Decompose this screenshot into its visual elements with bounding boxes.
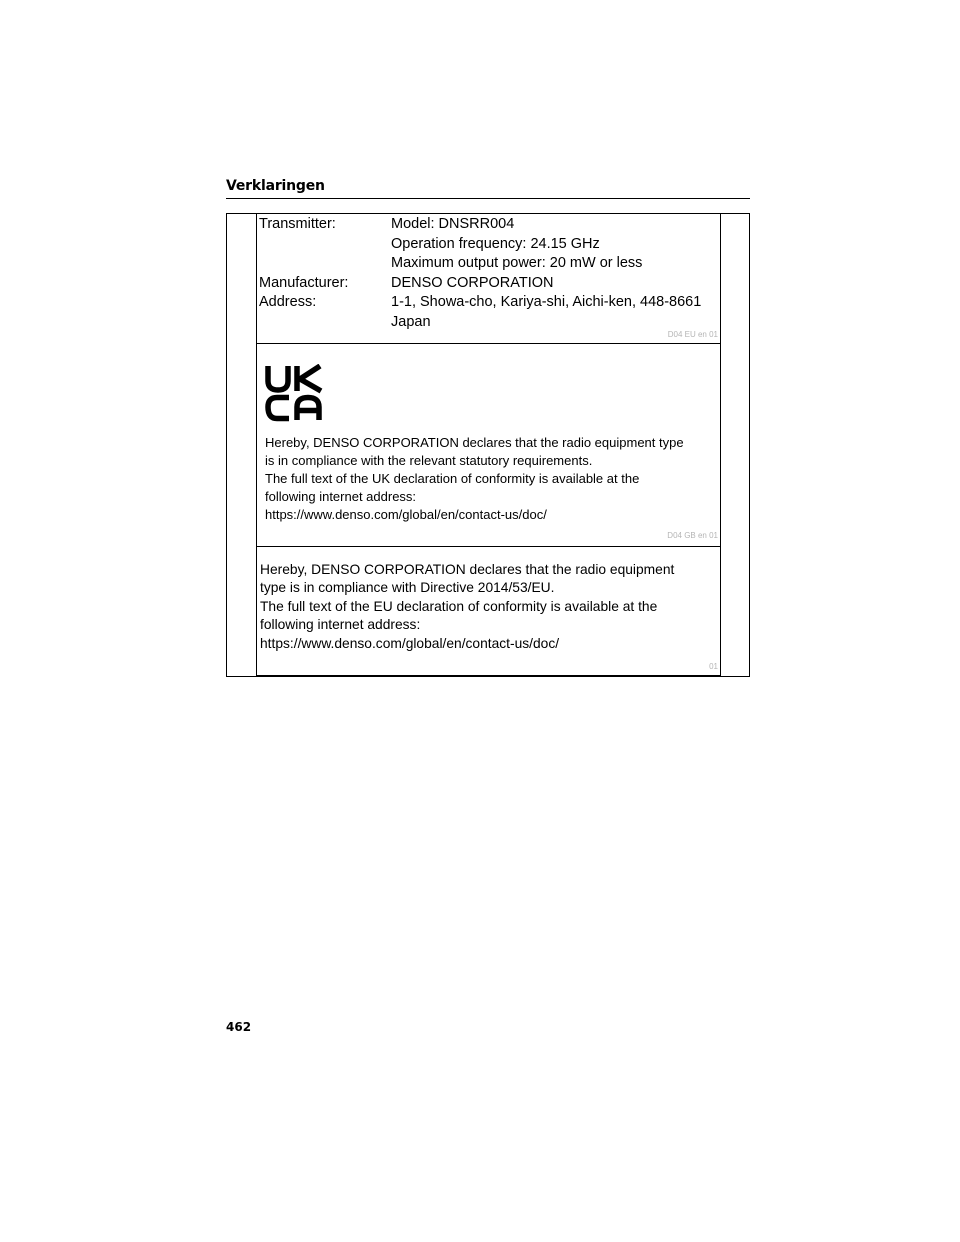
declaration-line: Hereby, DENSO CORPORATION declares that the radio equipment (260, 562, 675, 577)
spec-label: Address: (259, 294, 317, 310)
spec-label: Transmitter: (259, 216, 336, 232)
declaration-line: is in compliance with the relevant statutory requirements. (265, 453, 593, 468)
block-id-label: 01 (709, 662, 718, 671)
uk-declaration-text (265, 434, 684, 524)
spec-value: Model: DNSRR004 (391, 216, 515, 232)
spec-value: Maximum output power: 20 mW or less (391, 255, 643, 271)
declaration-url: https://www.denso.com/global/en/contact-us/doc/ (260, 635, 560, 651)
eu-declaration-text (260, 561, 674, 653)
block-id-label: D04 GB en 01 (667, 531, 718, 540)
spec-label: Manufacturer: (259, 274, 349, 291)
declaration-line: following internet address: (265, 489, 417, 504)
header-divider (226, 198, 750, 199)
block-id-label: D04 EU en 01 (667, 330, 718, 339)
spec-value: Operation frequency: 24.15 GHz (391, 235, 600, 252)
ukca-logo-text: UK CA (264, 364, 268, 365)
spec-value: DENSO CORPORATION (391, 274, 554, 291)
declaration-line: The full text of the UK declaration of conformity is available at the (265, 471, 640, 486)
declaration-line: following internet address: (260, 617, 421, 633)
page-number: 462 (226, 1020, 252, 1034)
spec-value: Japan (391, 313, 431, 330)
section-title: Verklaringen (226, 178, 325, 194)
declaration-line: type is in compliance with Directive 2014/53/EU. (260, 580, 555, 596)
spec-value: 1-1, Showa-cho, Kariya-shi, Aichi-ken, 448-8661 (391, 294, 702, 310)
ukca-mark-logo (264, 364, 324, 422)
eu-declaration-block (256, 546, 721, 676)
ukca-declaration-block (256, 343, 721, 547)
declaration-line: The full text of the EU declaration of conformity is available at the (260, 598, 658, 614)
transmitter-spec-block (256, 213, 721, 344)
declaration-line: Hereby, DENSO CORPORATION declares that the radio equipment type (265, 435, 684, 450)
declaration-url: https://www.denso.com/global/en/contact-us/doc/ (265, 507, 547, 522)
